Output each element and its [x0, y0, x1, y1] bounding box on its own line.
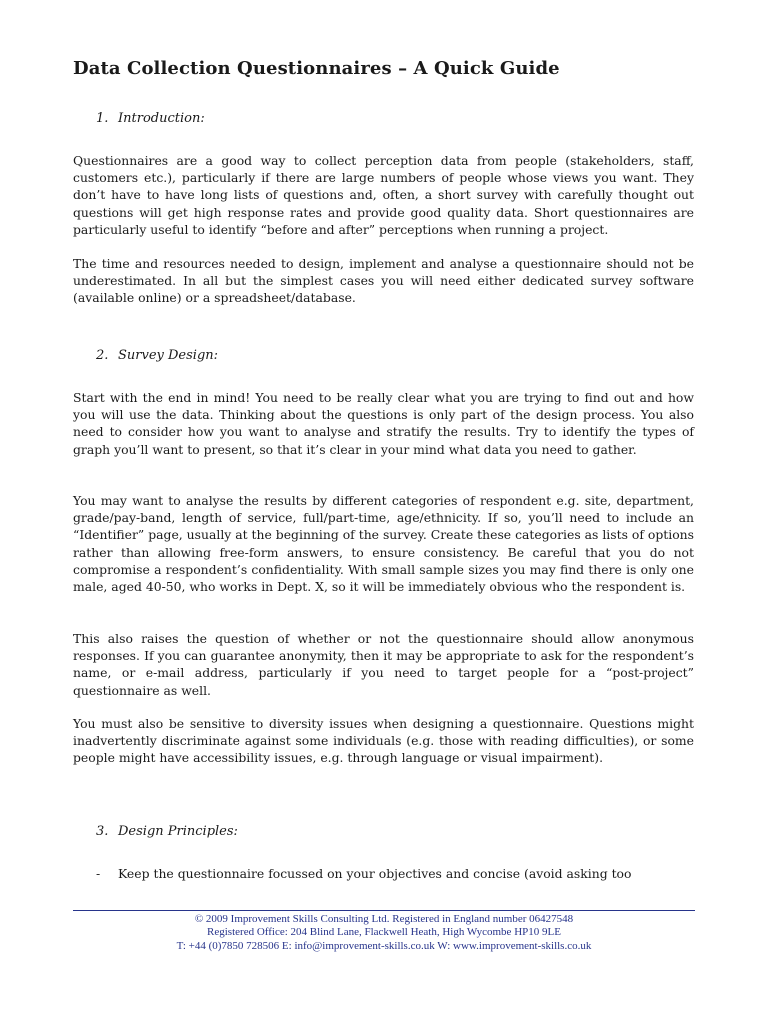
- section-number: 2.: [96, 348, 109, 363]
- intro-paragraph-2: The time and resources needed to design, implement and analyse a questionnaire should not be underestimated. In all but the simplest cases you will need either dedicated survey software (available online) or a spreadsheet/database.: [73, 256, 694, 306]
- footer-contact: T: +44 (0)7850 728506 E: info@improvement-skills.co.uk W: www.improvement-skills.co.uk: [176, 939, 592, 952]
- section-heading-text: Survey Design:: [118, 348, 219, 363]
- footer-copyright: © 2009 Improvement Skills Consulting Ltd. Registered in England number 06427548: [194, 913, 574, 925]
- document-title: Data Collection Questionnaires – A Quick Guide: [73, 58, 560, 79]
- survey-design-paragraph-2: You may want to analyse the results by different categories of respondent e.g. site, department, grade/pay-band, length of service, full/part-time, age/ethnicity. If so, you’ll need to include an “Identifier” page, usually at the beginning of the survey. Create these categories as lists of options rather than allowing free-form answers, to ensure consistency. Be careful that you do not compromise a respondent’s confidentiality. With small sample sizes you may find there is only one male, aged 40-50, who works in Dept. X, so it will be immediately obvious who the respondent is.: [73, 493, 694, 595]
- survey-design-paragraph-1: Start with the end in mind! You need to be really clear what you are trying to find out and how you will use the data. Thinking about the questions is only part of the design process. You also need to consider how you want to analyse and stratify the results. Try to identify the types of graph you’ll want to present, so that it’s clear in your mind what data you need to gather.: [73, 390, 694, 457]
- section-heading-survey-design: [96, 348, 218, 363]
- section-heading-text: Design Principles:: [118, 824, 238, 839]
- footer-divider: [73, 910, 695, 911]
- survey-design-paragraph-3: This also raises the question of whether or not the questionnaire should allow anonymous responses. If you can guarantee anonymity, then it may be appropriate to ask for the respondent’s name, or e-mail address, particularly if you need to target people for a “post-project” questionnaire as well.: [73, 631, 694, 698]
- section-heading-design-principles: [96, 824, 238, 839]
- intro-paragraph-1: Questionnaires are a good way to collect perception data from people (stakeholders, staff, customers etc.), particularly if there are large numbers of people whose views you want. They don’t have to have long lists of questions and, often, a short survey with carefully thought out questions will get high response rates and provide good quality data. Short questionnaires are particularly useful to identify “before and after” perceptions when running a project.: [73, 153, 694, 237]
- section-number: 3.: [96, 824, 109, 839]
- design-principle-bullet: [96, 865, 696, 882]
- section-number: 1.: [96, 111, 109, 126]
- bullet-text: Keep the questionnaire focussed on your objectives and concise (avoid asking too: [118, 866, 632, 881]
- survey-design-paragraph-4: You must also be sensitive to diversity issues when designing a questionnaire. Questions might inadvertently discriminate against some individuals (e.g. those with reading difficulties), or some people might have accessibility issues, e.g. through language or visual impairment).: [73, 716, 694, 766]
- footer-address: Registered Office: 204 Blind Lane, Flackwell Heath, High Wycombe HP10 9LE: [207, 926, 561, 939]
- page-footer: [73, 913, 695, 953]
- bullet-marker: -: [96, 866, 101, 881]
- section-heading-introduction: [96, 111, 205, 126]
- section-heading-text: Introduction:: [118, 111, 205, 126]
